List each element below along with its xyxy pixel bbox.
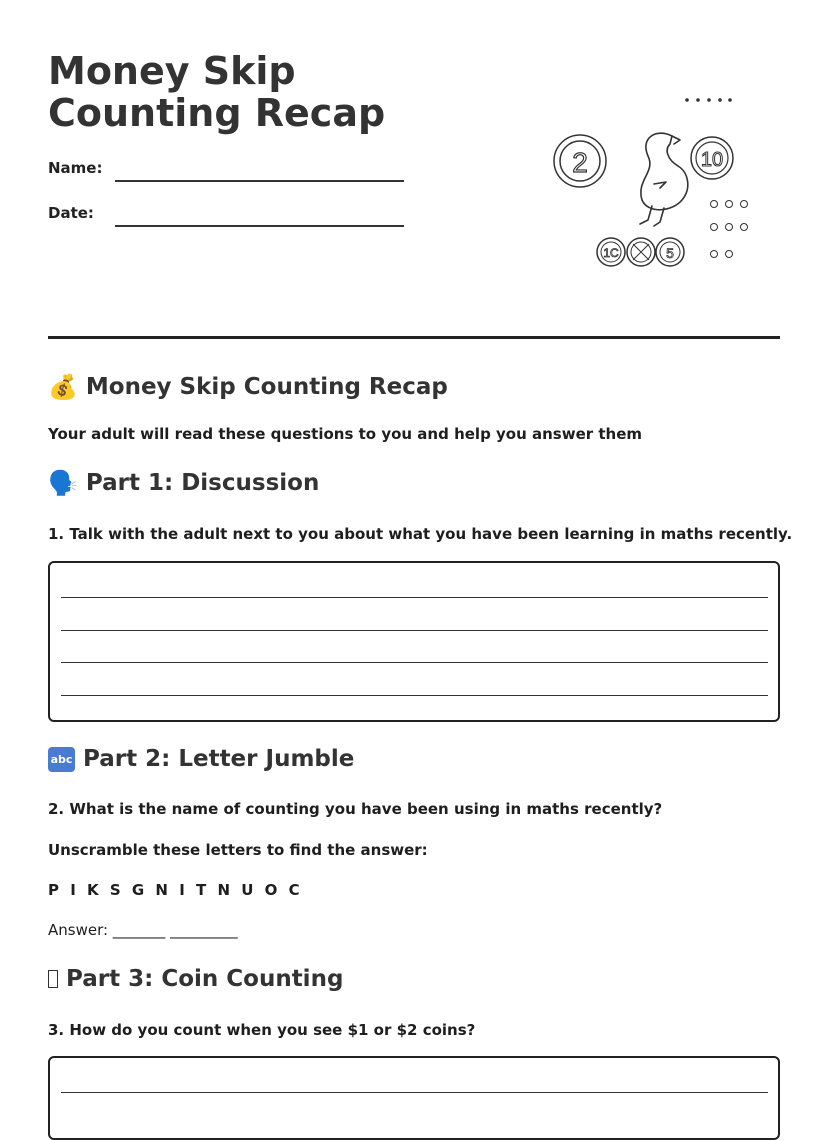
answer-field[interactable]: Answer: _______ _________	[48, 921, 238, 939]
answer-line	[61, 695, 768, 696]
coin-bottom-1-label: 1C	[603, 246, 619, 260]
part2-heading	[48, 746, 354, 772]
two-dollar-coin-icon	[554, 135, 606, 187]
abc-icon: abc	[48, 747, 75, 772]
part1-answer-box[interactable]	[48, 561, 780, 722]
part2-heading-text: Part 2: Letter Jumble	[83, 746, 355, 772]
page-title: Money Skip Counting Recap	[48, 49, 386, 135]
intro-heading	[48, 374, 448, 400]
bird-icon	[640, 133, 688, 226]
part3-answer-box[interactable]	[48, 1056, 780, 1140]
coin-left-label: 2	[572, 147, 588, 178]
part1-question: 1. Talk with the adult next to you about what you have been learning in maths recently.	[48, 525, 793, 543]
date-line[interactable]	[115, 225, 404, 227]
coin-bottom-2-label: 5	[666, 245, 674, 261]
missing-glyph-icon	[48, 970, 58, 988]
answer-line	[61, 630, 768, 631]
part1-heading	[48, 470, 319, 496]
jumbled-letters: P I K S G N I T N U O C	[48, 881, 303, 899]
name-line[interactable]	[115, 180, 404, 182]
coins-row-icon	[597, 238, 684, 266]
money-bag-icon: 💰	[48, 373, 78, 401]
answer-line	[61, 1092, 768, 1093]
answer-line	[61, 597, 768, 598]
intro-heading-text: Money Skip Counting Recap	[85, 374, 448, 400]
section-divider	[48, 336, 780, 339]
part2-question: 2. What is the name of counting you have been using in maths recently?	[48, 800, 663, 818]
answer-line	[61, 662, 768, 663]
part2-instruction: Unscramble these letters to find the answer:	[48, 841, 428, 859]
part1-heading-text: Part 1: Discussion	[85, 470, 320, 496]
coins-illustration	[548, 88, 768, 278]
date-label: Date:	[48, 204, 94, 222]
part3-heading-text: Part 3: Coin Counting	[66, 966, 344, 992]
speaking-head-icon: 🗣️	[48, 469, 78, 497]
name-label: Name:	[48, 159, 103, 177]
part3-heading	[48, 966, 343, 992]
ten-cent-coin-icon	[691, 137, 733, 179]
coin-right-label: 10	[700, 149, 724, 171]
intro-instruction: Your adult will read these questions to you and help you answer them	[48, 425, 643, 443]
part3-question: 3. How do you count when you see $1 or $2 coins?	[48, 1021, 476, 1039]
